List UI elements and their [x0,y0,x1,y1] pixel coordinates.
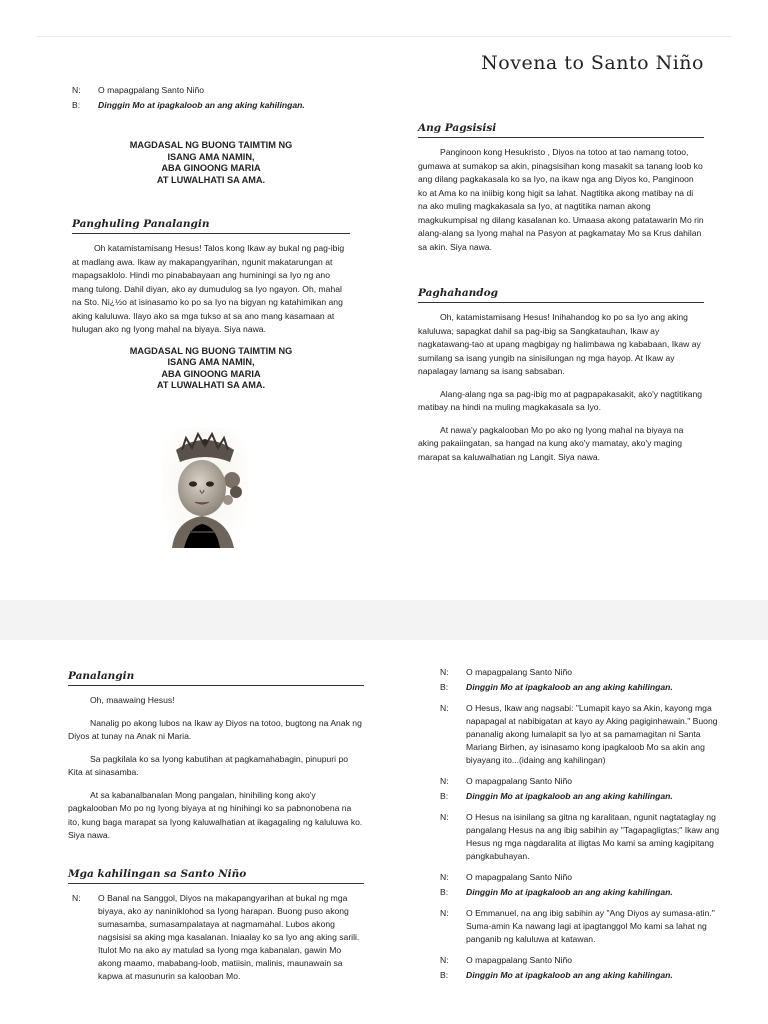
prayer-paragraph: Oh, maawaing Hesus! [90,695,175,705]
litany-label: N: [440,812,449,822]
litany-line [440,871,726,884]
litany-text: Dinggin Mo at ipagkaloob an ang aking kahilingan. [466,887,673,897]
section-heading: Mga kahilingan sa Santo Niño [68,868,364,884]
response-text: Dinggin Mo at ipagkaloob an ang aking kahilingan. [98,100,305,110]
litany-text: O Hesus na isinilang sa gitna ng karalitaan, ngunit nagtataglay ng pangalang Hesus na ang ibig sabihin ay "Tagapagligtas;" Ikaw ang Hesus ng mga nagdaralita at iligtas Mo kami sa aming kagipitang pangkabuhayan. [466,812,720,861]
litany-label: N: [440,955,449,965]
litany-text: O mapagpalang Santo Niño [466,776,573,786]
litany-label: N: [440,872,449,882]
section-heading: Ang Pagsisisi [418,122,704,138]
page-top-rule [36,36,732,37]
litany-line [440,702,726,767]
petition-text: O Banal na Sanggol, Diyos na makapangyarihan at bukal ng mga biyaya, ako ay naniniklohod sa Iyong harapan. Buong puso akong sumasamba, sumasampalataya at nagmamahal. Lubos akong nagsisisi sa aking mga kasalanan. Iniaalay ko sa Iyo ang aking sarili. Itulot Mo na ako ay matulad sa Iyong mga kabanalan, gawin Mo akong maamo, mababang-loob, matiisin, malinis, maunawain sa kapwa at masunurin sa kalooban Mo. [98,892,360,981]
litany-text: Dinggin Mo at ipagkaloob an ang aking kahilingan. [466,682,673,692]
prayer-line: MAGDASAL NG BUONG TAIMTIM NG [129,345,293,356]
prayer-instruction [72,140,350,186]
litany-text: Dinggin Mo at ipagkaloob an ang aking kahilingan. [466,970,673,980]
petition-label: N: [72,892,81,903]
verse-line [72,84,350,97]
section-heading: Paghahandog [418,287,704,303]
litany-line [440,775,726,788]
prayer-instruction [72,346,350,392]
prayer-paragraph: At sa kabanalbanalan Mong pangalan, hinihiling kong ako'y pagkalooban Mo po ng Iyong biyaya at ng hinihingi ko sa pabnonobena na ito, kung baga marapat sa Iyong kaluwalhatian at ikagagaling ng kaluluwa ko. Siya nawa. [68,789,363,840]
litany-text: O mapagpalang Santo Niño [466,872,573,882]
page2-right-column [440,666,726,984]
litany-label: B: [440,887,449,897]
litany-label: N: [440,703,449,713]
document-title: Novena to Santo Niño [481,52,704,74]
litany-line [440,954,726,967]
response-line [72,99,350,112]
litany-line [440,681,726,694]
petition-line [68,892,364,983]
santo-nino-image [162,428,248,548]
litany-label: N: [440,776,449,786]
prayer-paragraph: Nanalig po akong lubos na Ikaw ay Diyos na totoo, bugtong na Anak ng Diyos at tunay na Anak ni Maria. [68,717,362,741]
page-separator [0,600,768,640]
prayer-paragraph: Panginoon kong Hesukristo , Diyos na totoo at tao namang totoo, gumawa at sumakop sa akin, pinagsisihan kong masakit sa tanang loob ko ang dilang pagkakasala ko sa Iyo, na ikaw nga ang Diyos ko, Panginoon ko at Ama ko na iniibig kong higit sa lahat. Nagtitika akong matibay na di na ako muling magkakasala sa Iyo, at nagtitika naman akong magkukumpisal ng dilang kasalanan ko. Umaasa akong patatawarin Mo rin alang-alang sa Iyong mahal na Pasyon at pagkamatay Mo sa Krus dahilan sa akin. Siya nawa. [418,147,704,252]
section-heading: Panghuling Panalangin [72,218,350,234]
litany-text: O mapagpalang Santo Niño [466,667,573,677]
litany-line [440,907,726,946]
verse-label: N: [72,85,81,95]
litany-label: N: [440,908,449,918]
page1-right-column [418,52,704,473]
section-heading: Panalangin [68,670,364,686]
litany-label: N: [440,667,449,677]
litany-label: B: [440,791,449,801]
prayer-paragraph: Alang-alang nga sa pag-ibig mo at pagpapakasakit, ako'y nagtitikang matibay na hindi na muling magkakasala sa Iyo. [418,388,703,412]
litany-text: O mapagpalang Santo Niño [466,955,573,965]
prayer-line: ABA GINOONG MARIA [161,368,261,379]
prayer-line: AT LUWALHATI SA AMA. [156,174,266,185]
prayer-paragraph: Oh katamistamisang Hesus! Talos kong Ikaw ay bukal ng pag-ibig at madlang awa. Ikaw ay makapangyarihan, ngunit makatarungan at mapagsaklolo. Hindi mo pinababayaan ang huminingi sa Iyo ng ano mang tulong. Dahil diyan, ako ay dumudulog sa Iyo ngayon. Oh, mahal na Sto. Ni¿½o at isinasamo ko po sa Iyo na bigyan ng katahimikan ang aking kaluluwa. Ilayo ako sa mga tukso at sa ano mang kasamaan at hulugan ako ng Iyong mahal na biyaya. Siya nawa. [72,243,345,334]
verse-text: O mapagpalang Santo Niño [98,85,205,95]
prayer-paragraph: Sa pagkilala ko sa Iyong kabutihan at pagkamahabagin, pinupuri po Kita at sinasamba. [68,753,348,777]
litany-text: Dinggin Mo at ipagkaloob an ang aking kahilingan. [466,791,673,801]
prayer-paragraph: Oh, katamistamisang Hesus! Inihahandog ko po sa Iyo ang aking kaluluwa; sapagkat dahil sa pag-ibig sa Sangkatauhan, Ikaw ay nagkatawang-tao at upang magbigay ng halimbawa ng kababaan, Ikaw ay sumilang sa isang yungib na sinisilungan ng mga hayop. At Ikaw ay napalagay lamang sa isang sabsaban. [418,312,701,376]
litany-label: B: [440,970,449,980]
prayer-line: AT LUWALHATI SA AMA. [156,380,266,390]
prayer-line: MAGDASAL NG BUONG TAIMTIM NG [129,140,293,150]
prayer-line: ISANG AMA NAMIN, [167,151,255,162]
prayer-line: ISANG AMA NAMIN, [167,357,255,367]
litany-line [440,811,726,863]
litany-line [440,790,726,803]
page2-left-column [68,670,364,985]
litany-text: O Hesus, Ikaw ang nagsabi: "Lumapit kayo sa Akin, kayong mga napapagal at nabibigatan at kayo ay Aking pagiginhawain." Buong pananalig akong lumalapit sa Iyo at sa pamamagitan ni Santa Mariang Birhen, ay isinasamo kong ipagkaloob Mo sa akin ang biyayang ito...(idaing ang kahilingan) [466,703,718,765]
prayer-paragraph: At nawa'y pagkalooban Mo po ako ng Iyong mahal na biyaya na aking pakaiingatan, sa hangad na kung ako'y mamatay, ako'y maging marapat sa kaluwalhatian ng Langit. Siya nawa. [418,424,684,462]
litany-line [440,886,726,899]
litany-text: O Emmanuel, na ang ibig sabihin ay "Ang Diyos ay sumasa-atin." Suma-amin Ka nawang lagi at ipagtanggol Mo kami sa lahat ng panganib ng kaluluwa at katawan. [466,908,715,944]
response-label: B: [72,100,81,110]
litany-label: B: [440,682,449,692]
page1-left-column [72,84,350,406]
page-two [0,640,768,1024]
prayer-line: ABA GINOONG MARIA [161,163,261,173]
litany-line [440,969,726,982]
litany-line [440,666,726,679]
